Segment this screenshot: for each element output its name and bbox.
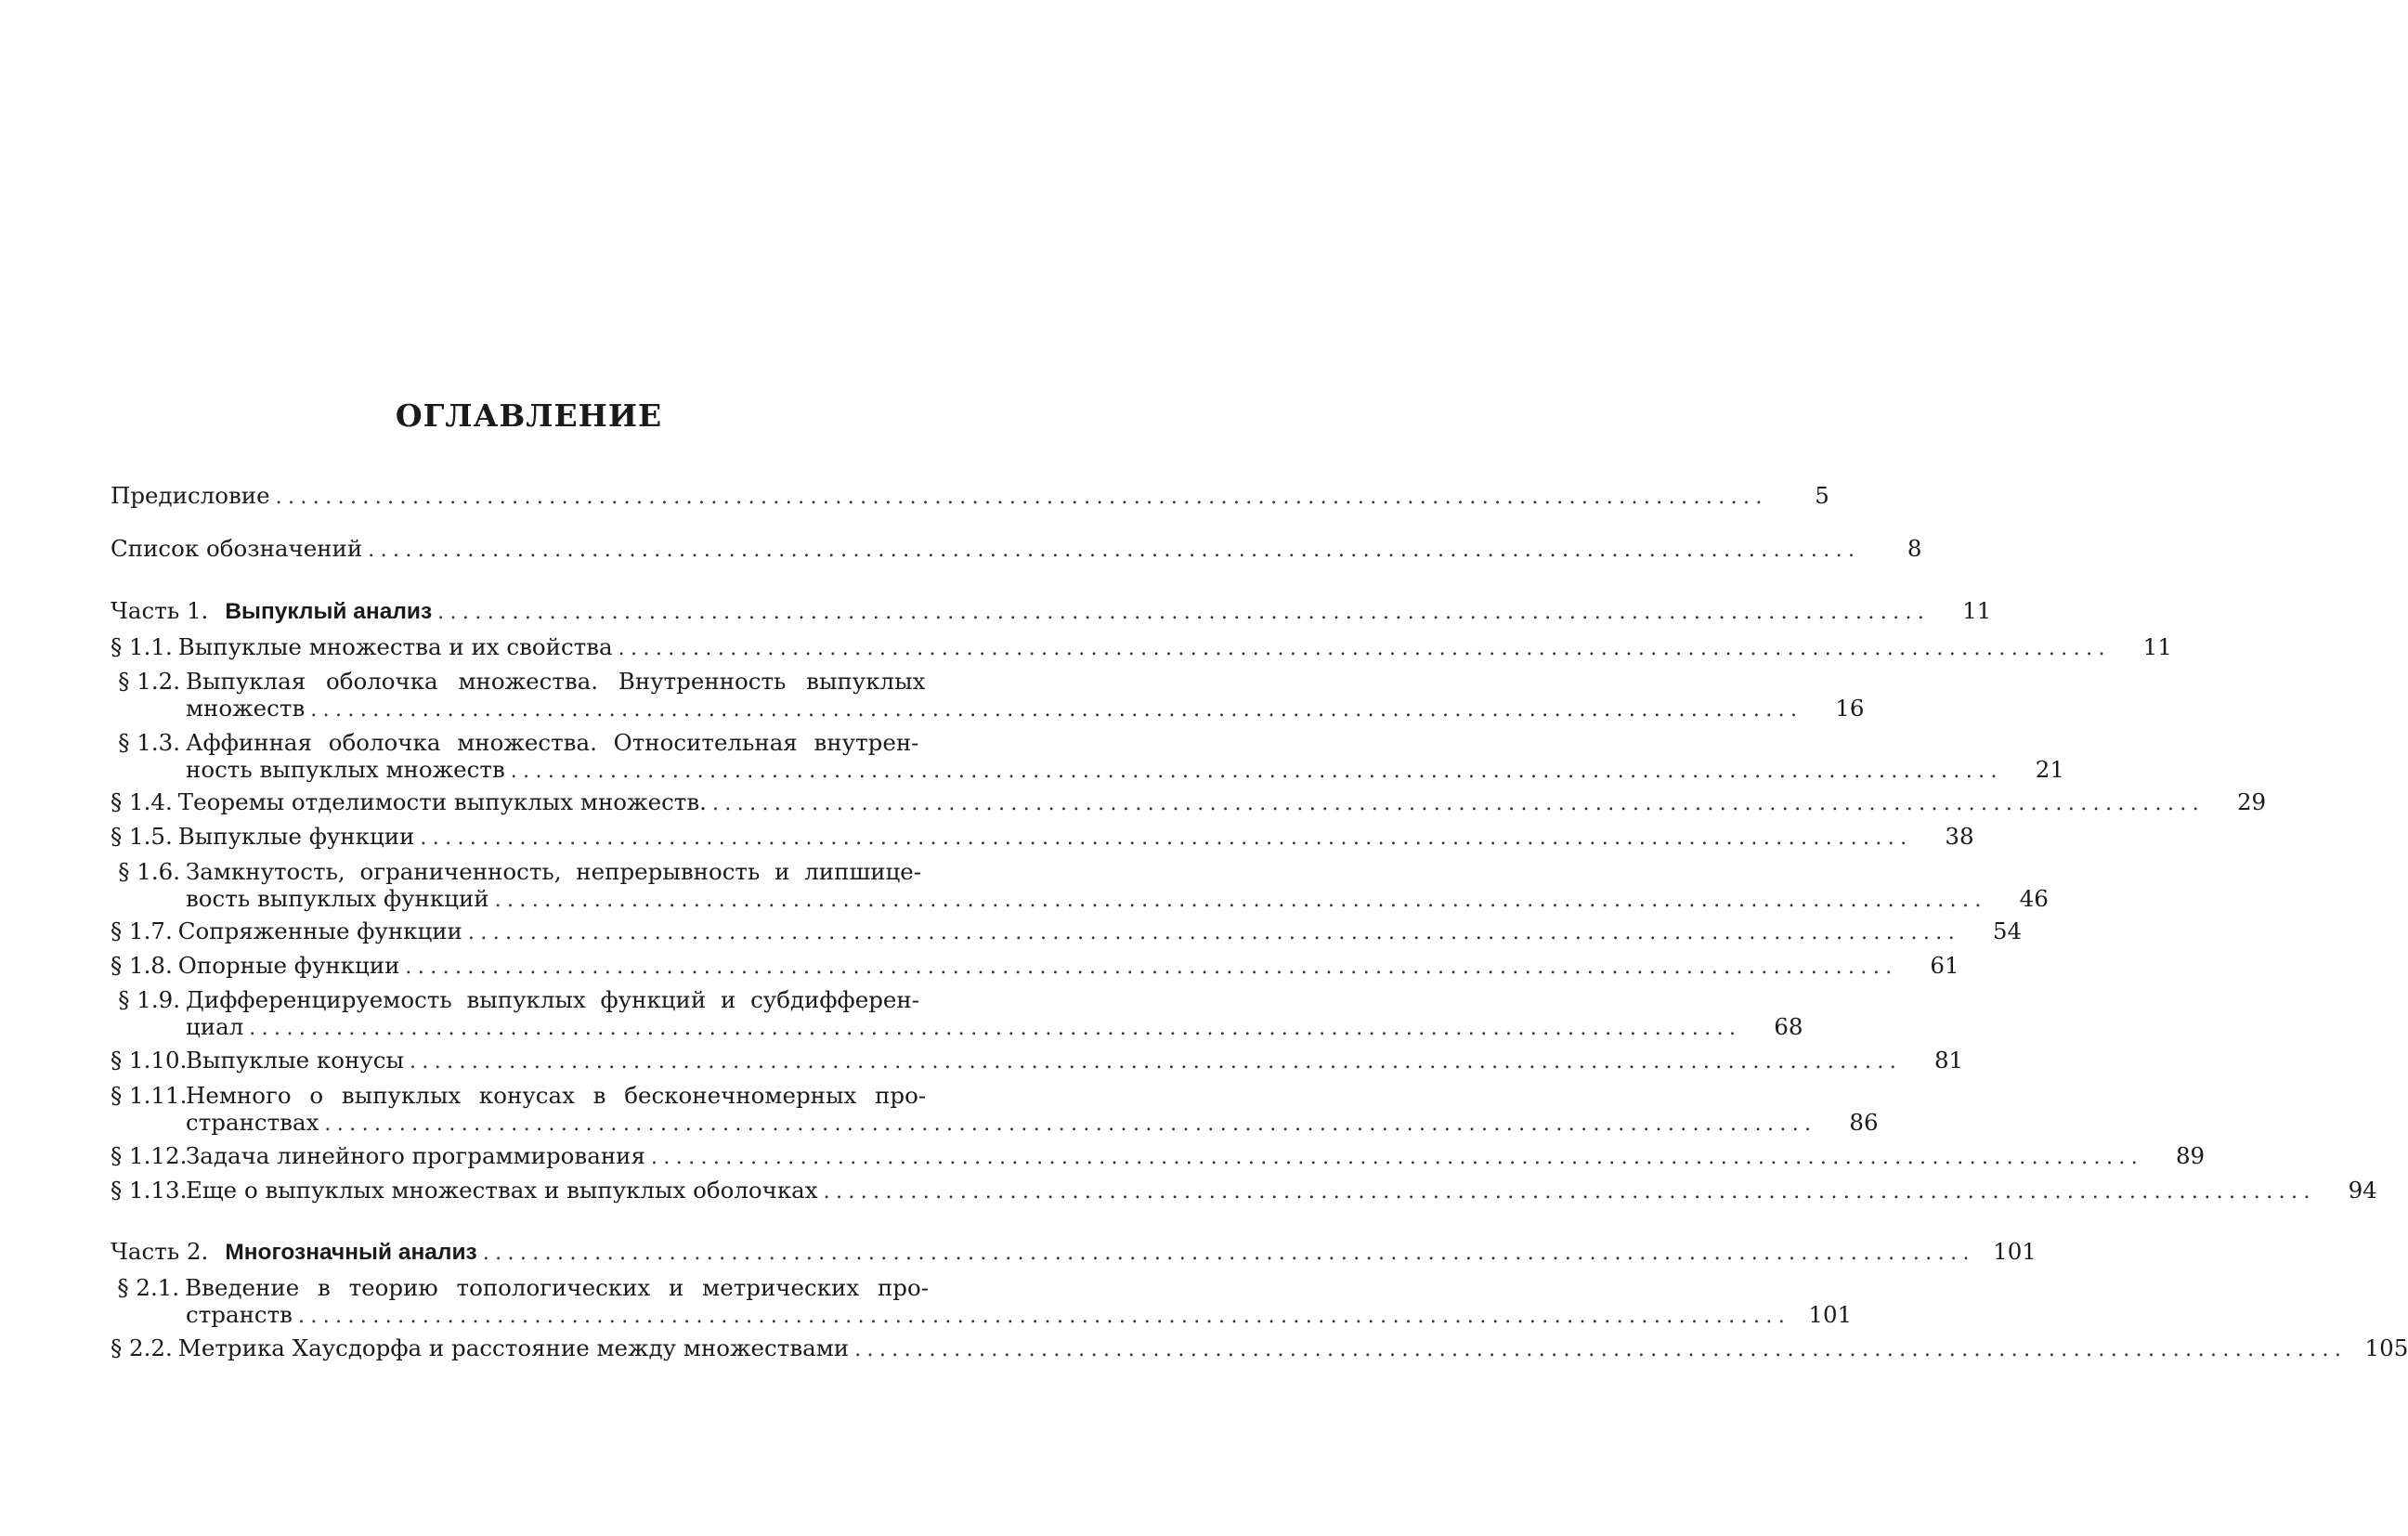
dot-leader: ........................................................................................................................ [420,827,1913,850]
part-prefix: Часть 1. [111,597,209,624]
section-number: § 1.10. [111,1047,188,1074]
toc-entry-title: Задача линейного программирования [186,1142,645,1169]
section-number: § 1.5. [111,823,173,850]
page-number: 11 [1962,597,1992,624]
toc-entry-section-1-10[interactable] [111,1047,1964,1074]
section-number: § 1.1. [111,633,173,660]
part-title: Выпуклый анализ [225,599,433,624]
toc-entry-title: Предисловие [111,482,270,509]
section-number: § 1.11. [111,1082,188,1109]
page-number: 86 [1849,1109,1879,1136]
toc-entry-section-1-1[interactable] [111,633,2172,660]
toc-entry-preface[interactable] [111,482,1829,509]
dot-leader: ........................................................................................................................ [711,792,2206,815]
dot-leader: ........................................................................................................................ [310,698,1803,722]
toc-entry-section-1-3[interactable] [111,729,2064,783]
toc-entry-section-1-9[interactable] [111,986,1803,1040]
dot-leader: ........................................................................................................................ [437,601,1931,624]
section-number: § 1.4. [111,788,173,815]
toc-entry-part-2[interactable] [111,1238,2037,1265]
toc-entry-title-line-2: ность выпуклых множеств [186,756,505,783]
dot-leader: ........................................................................................................................ [467,921,1961,944]
dot-leader: ........................................................................................................................ [650,1146,2144,1169]
dot-leader: ........................................................................................................................ [618,637,2111,660]
toc-entry-title-line-1: Введение в теорию топологических и метрических про- [185,1274,929,1301]
page-number: 54 [1992,918,2023,944]
toc-entry-section-1-2[interactable] [111,668,1865,722]
toc-entry-title-line-1: Замкнутость, ограниченность, непрерывность и липшице- [186,858,922,885]
page-number: 81 [1933,1047,1964,1074]
toc-entry-title: Метрика Хаусдорфа и расстояние между множествами [177,1334,850,1361]
toc-entry-title: Опорные функции [177,952,400,979]
toc-entry-section-1-12[interactable] [111,1142,2206,1169]
dot-leader: ........................................................................................................................ [854,1338,2348,1361]
dot-leader: ........................................................................................................................ [275,486,1768,509]
page-number: 38 [1945,823,1974,850]
toc-entry-section-2-2[interactable] [111,1334,2408,1361]
toc-entry-section-1-5[interactable] [111,823,1974,850]
section-number: § 1.8. [111,952,173,979]
page-number: 16 [1835,695,1865,722]
page-number: 105 [2364,1334,2408,1361]
page-number: 68 [1774,1013,1803,1040]
toc-entry-section-1-7[interactable] [111,918,2023,944]
section-number: § 1.2. [118,668,180,695]
toc-entry-title: Выпуклые множества и их свойства [177,633,613,660]
toc-entry-title: Выпуклые функции [177,823,415,850]
toc-entry-section-1-6[interactable] [111,858,2049,912]
toc-entry-title-line-1: Дифференцируемость выпуклых функций и субдифферен- [186,986,920,1013]
toc-entry-section-1-4[interactable] [111,788,2267,815]
toc-entry-title-line-2: странствах [186,1109,319,1136]
toc-entry-title-line-2: странств [186,1301,293,1328]
toc-entry-section-2-1[interactable] [111,1274,1853,1328]
page-number: 8 [1907,535,1922,562]
section-number: § 2.1. [117,1274,180,1301]
section-number: § 2.2. [111,1334,173,1361]
section-number: § 1.7. [111,918,173,944]
toc-entry-title-line-1: Аффинная оболочка множества. Относительная внутрен- [186,729,919,756]
toc-entry-section-1-11[interactable] [111,1082,1879,1136]
page-number: 101 [1808,1301,1853,1328]
page-number: 94 [2348,1177,2377,1204]
part-title: Многозначный анализ [225,1240,477,1265]
toc-entry-title: Теоремы отделимости выпуклых множеств. [177,788,707,815]
toc-entry-title-line-2: вость выпуклых функций [186,885,489,912]
toc-entry-section-1-8[interactable] [111,952,1959,979]
page-number: 5 [1815,482,1829,509]
page-number: 61 [1930,952,1959,979]
toc-entry-title: Выпуклые конусы [186,1047,404,1074]
toc-entry-title: Список обозначений [111,535,363,562]
section-number: § 1.13. [111,1177,188,1204]
toc-entry-title: Сопряженные функции [177,918,462,944]
page-number: 101 [1993,1238,2037,1265]
toc-entry-title-line-2: множеств [186,695,306,722]
dot-leader: ........................................................................................................................ [405,956,1898,979]
toc-entry-title: Еще о выпуклых множествах и выпуклых оболочках [186,1177,818,1204]
page-title: ОГЛАВЛЕНИЕ [395,397,663,434]
dot-leader: ........................................................................................................................ [494,889,1987,912]
dot-leader: ........................................................................................................................ [297,1305,1791,1328]
dot-leader: ........................................................................................................................ [482,1242,1975,1265]
dot-leader: ........................................................................................................................ [324,1113,1817,1136]
dot-leader: ........................................................................................................................ [368,539,1861,562]
toc-entry-title-line-1: Немного о выпуклых конусах в бесконечномерных про- [186,1082,927,1109]
toc-entry-part-1[interactable] [111,597,1992,624]
page-number: 89 [2175,1142,2206,1169]
dot-leader: ........................................................................................................................ [510,760,2003,783]
part-prefix: Часть 2. [111,1238,209,1265]
section-number: § 1.3. [118,729,180,756]
section-number: § 1.6. [118,858,180,885]
page-number: 29 [2236,788,2267,815]
page-number: 21 [2035,756,2064,783]
dot-leader: ........................................................................................................................ [249,1017,1742,1040]
section-number: § 1.12. [111,1142,188,1169]
section-number: § 1.9. [118,986,180,1013]
toc-entry-title-line-2: циал [186,1013,244,1040]
page-number: 11 [2142,633,2172,660]
dot-leader: ........................................................................................................................ [823,1180,2316,1204]
toc-entry-title-line-1: Выпуклая оболочка множества. Внутренность выпуклых [186,668,926,695]
dot-leader: ........................................................................................................................ [409,1050,1903,1074]
toc-entry-section-1-13[interactable] [111,1177,2377,1204]
toc-entry-notation[interactable] [111,535,1922,562]
page-number: 46 [2019,885,2049,912]
